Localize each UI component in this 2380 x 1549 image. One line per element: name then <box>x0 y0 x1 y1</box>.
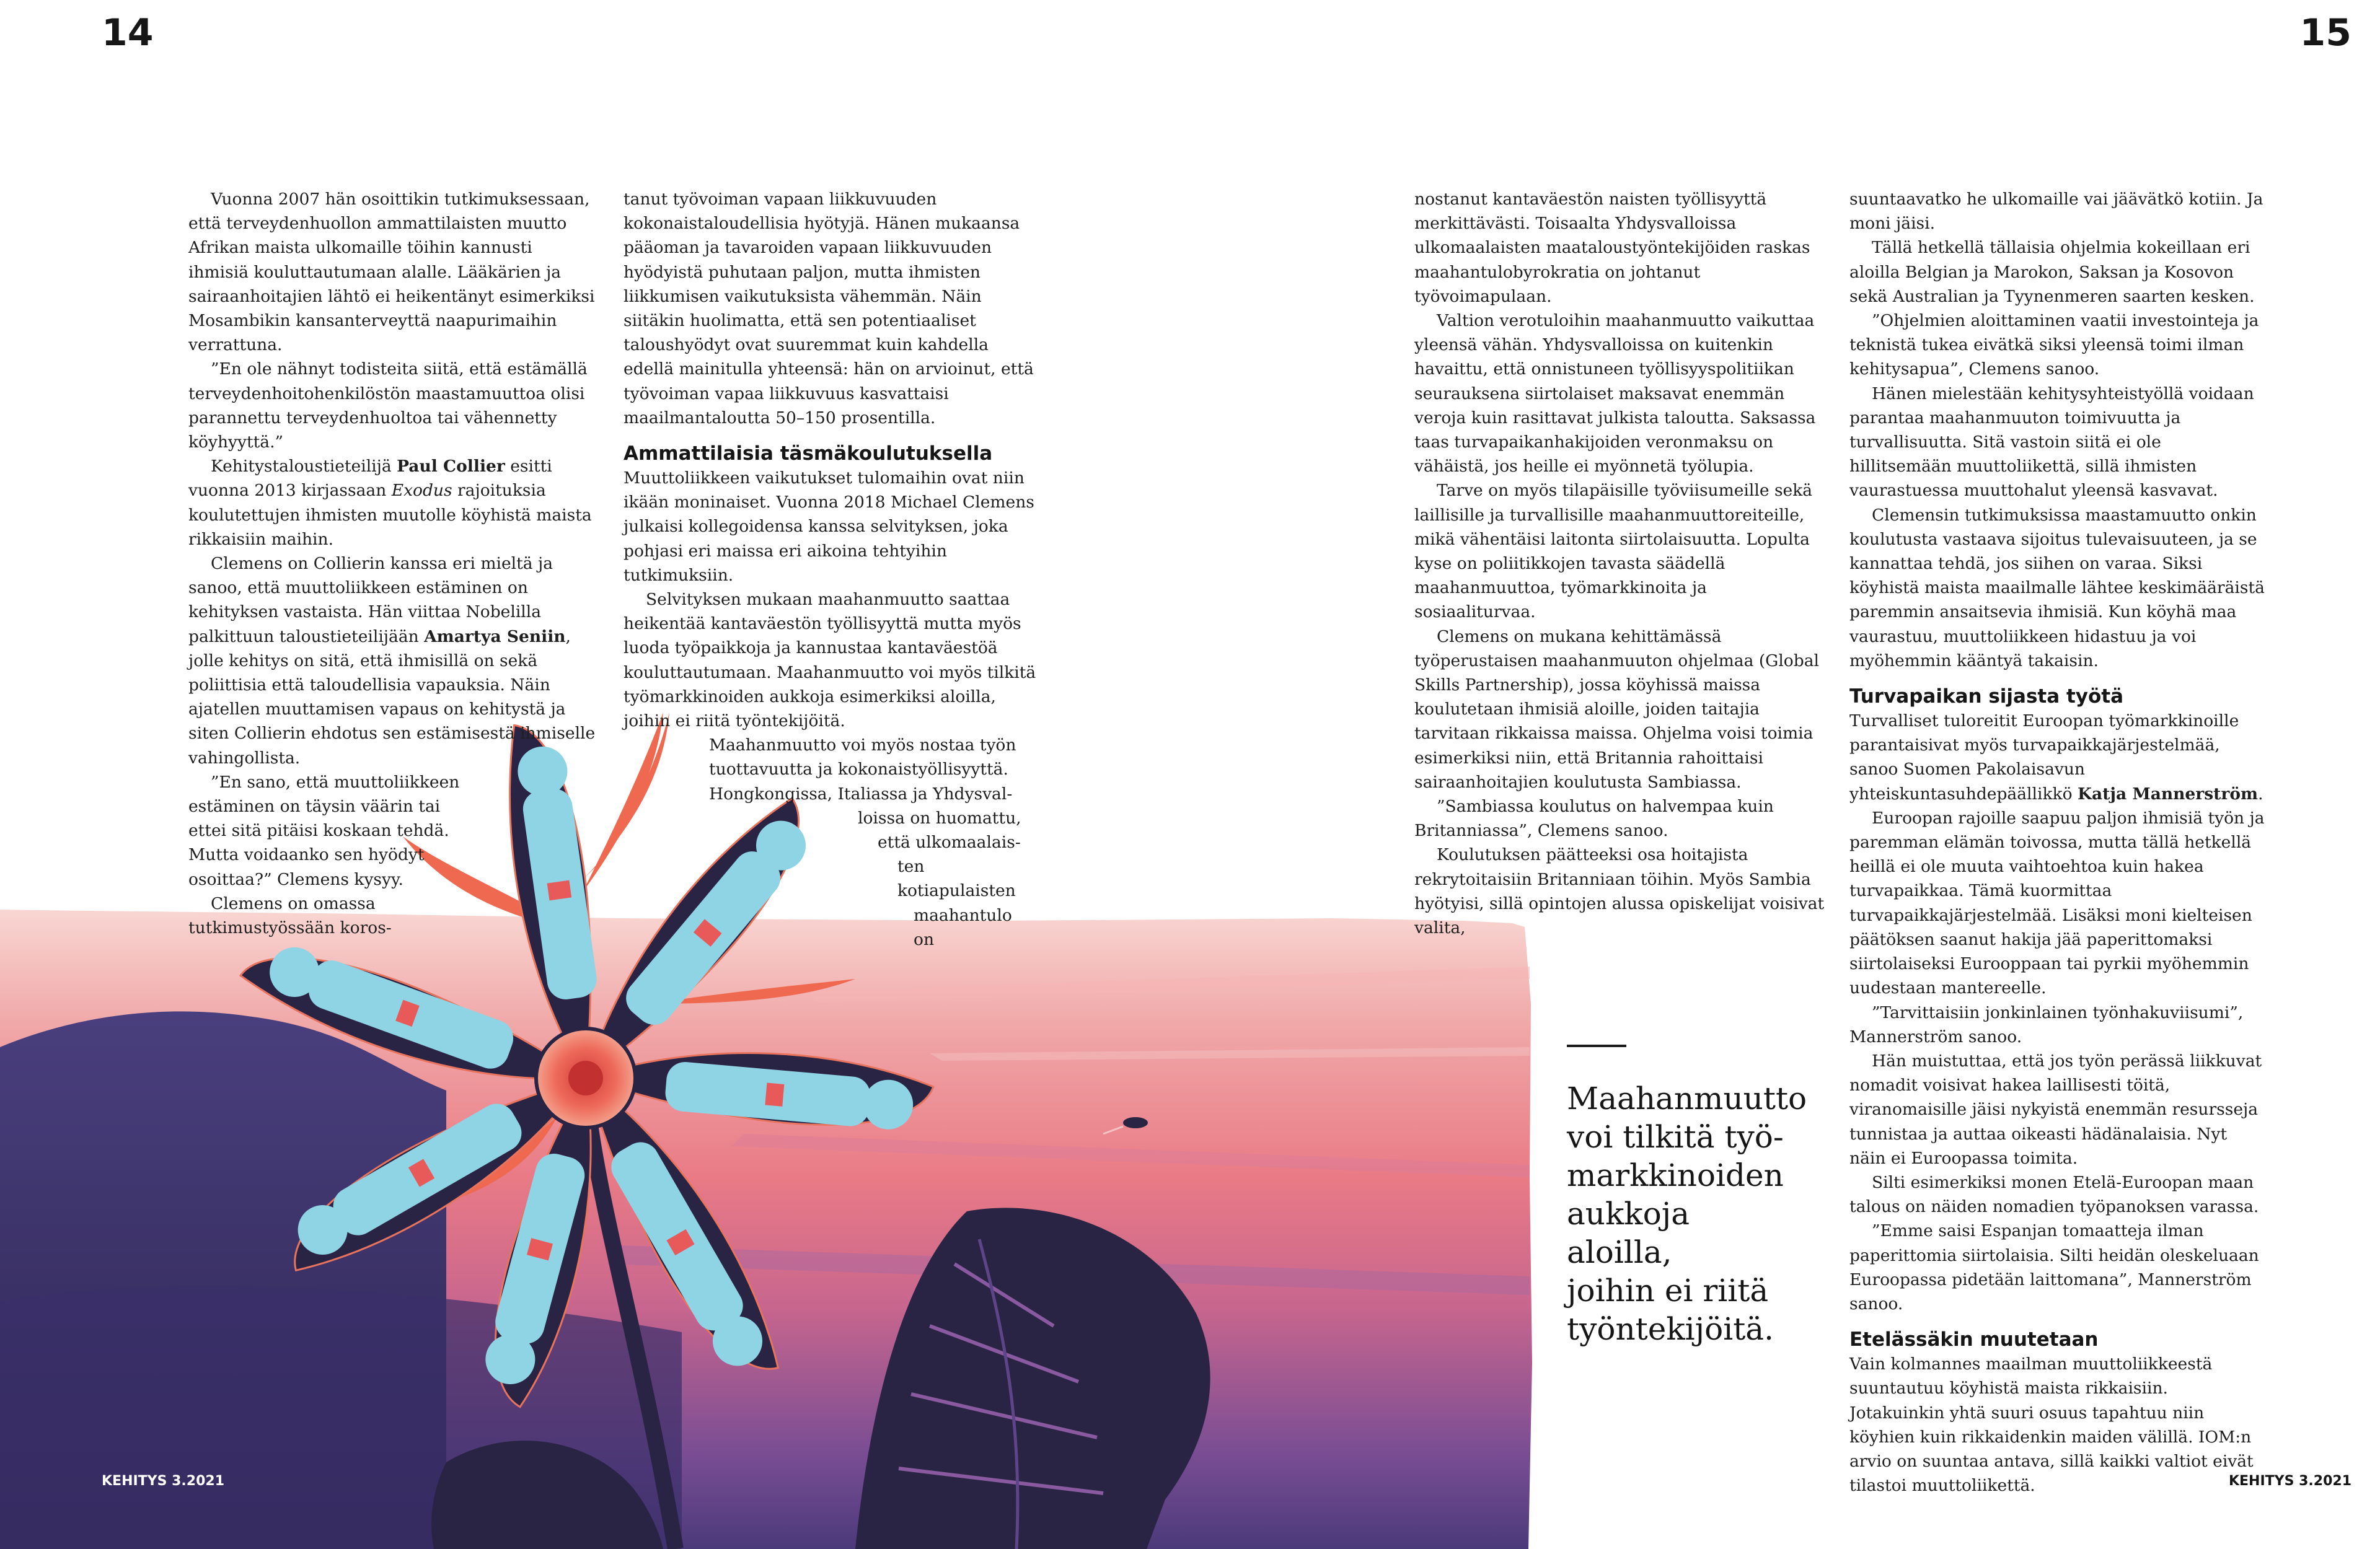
paragraph: Clemens on mukana kehittämässä työperustaisen maahanmuuton ohjelmaa (Global Skills Partnership), jossa köyhissä maissa koulutetaan ihmisiä aloille, joiden taitajia tarvitaan rikkaissa maissa. Ohjelma voisi toimia esimerkiksi niin, että Britannia rahoittaisi sairaanhoitajien koulutusta Sambiassa. <box>1414 626 1819 792</box>
paragraph: Clemens on omassa tutkimustyössään koros- <box>188 893 392 938</box>
paragraph: Vuonna 2007 hän osoittikin tutkimuksessaan, että terveydenhuollon ammattilaisten muutto Afrikan maista ulkomaille töihin kannusti ihmisiä kouluttautumaan alalle. Lääkärien ja sairaanhoitajien lähtö ei heikentänyt esimerkiksi Mosambikin kansanterveyttä naapurimaihin verrattuna. <box>188 190 595 355</box>
subheading: Turvapaikan sijasta työtä <box>1849 685 2124 708</box>
car <box>1123 1117 1148 1128</box>
paragraph: Tarve on myös tilapäisille työviisumeille sekä laillisille ja turvallisille maahanmuuttoreiteille, mikä vähentäisi laitonta siirtolaisuutta. Lopulta kyse on poliitikkojen tavasta säädellä maahanmuuttoa, työmarkkinoita ja sosiaaliturvaa. <box>1414 481 1813 622</box>
paragraph: tanut työvoiman vapaan liikkuvuuden kokonaistaloudellisia hyötyjä. Hänen mukaansa pääoman ja tavaroiden vapaan liikkuvuuden hyödyistä puhutaan paljon, mutta ihmisten liikkumisen vaikutuksista vähemmän. Näin siitäkin huolimatta, että sen potentiaaliset taloushyödyt ovat suuremmat kuin kahdella edellä mainitulla yhteensä: hän on arvioinut, että työvoiman vapaa liikkuvuus kasvattaisi maailmantaloutta 50–150 prosentilla. <box>624 190 1034 428</box>
paragraph: Clemensin tutkimuksissa maastamuutto onkin koulutusta vastaava sijoitus tulevaisuuteen, ja se kannattaa tehdä, jos siihen on varaa. Siksi köyhistä maista maailmalle lähtee keskimääräistä paremmin ansaitsevia ihmisiä. Kun köyhä maa vaurastuu, muuttoliikkeen hidastuu ja voi myöhemmin kääntyä takaisin. <box>1849 505 2265 670</box>
subheading: Ammattilaisia täsmäkoulutuksella <box>624 442 993 465</box>
column-2 <box>624 187 1036 952</box>
paragraph: Clemens on Collierin kanssa eri mieltä ja sanoo, että muuttoliikkeen estäminen on kehityksen vastaista. Hän viittaa Nobelilla palkittuun taloustieteilijään Amartya Seniin, jolle kehitys on sitä, että ihmisillä on sekä poliittisia että taloudellisia vapauksia. Näin ajatellen muuttamisen vapaus on kehitystä ja siten Collierin ehdotus sen estämisestä ihmiselle vahingollista. <box>188 554 596 768</box>
paragraph: nostanut kantaväestön naisten työllisyyttä merkittävästi. Toisaalta Yhdysvalloissa ulkomaalaisten maataloustyöntekijöiden raskas maahantulobyrokratia on johtanut työvoimapulaan. <box>1414 190 1810 306</box>
column-1 <box>188 187 597 940</box>
paragraph: ”En ole nähnyt todisteita siitä, että estämällä terveydenhoitohenkilöstön maastamuuttoa olisi parannettu terveydenhuoltoa tai vähennetty köyhyyttä.” <box>188 359 588 452</box>
footer-left: KEHITYS 3.2021 <box>102 1473 225 1489</box>
paragraph: Hänen mielestään kehitysyhteistyöllä voidaan parantaa maahanmuuton toimivuutta ja turvallisuutta. Sitä vastoin siitä ei ole hillitsemään muuttoliikettä, sillä ihmisten vaurastuessa muuttohalut yleensä kasvavat. <box>1849 384 2254 501</box>
subheading: Etelässäkin muutetaan <box>1849 1328 2099 1351</box>
person-name: Amartya Seniin <box>424 626 566 646</box>
page-number-right: 15 <box>2299 11 2351 55</box>
column-4 <box>1849 187 2265 1498</box>
paragraph: Selvityksen mukaan maahanmuutto saattaa heikentää kantaväestön työllisyyttä mutta myös luoda työpaikkoja ja kannustaa kantaväestöä kouluttautumaan. Maahanmuutto voi myös tilkitä työmarkkinoiden aukkoja esimerkiksi aloilla, joihin ei riitä työntekijöitä. <box>624 590 1036 731</box>
paragraph: Vain kolmannes maailman muuttoliikkeestä suuntautuu köyhistä maista rikkaisiin. Jotakuinkin yhtä suuri osuus tapahtuu niin köyhien kuin rikkaidenkin maiden välillä. IOM:n arvio on suuntaa antava, sillä kaikki valtiot eivät tilastoi muuttoliikettä. <box>1849 1354 2254 1496</box>
person-name: Paul Collier <box>397 457 505 476</box>
paragraph: Tällä hetkellä tällaisia ohjelmia kokeillaan eri aloilla Belgian ja Marokon, Saksan ja Kosovon sekä Australian ja Tyynenmeren saarten kesken. <box>1849 238 2255 306</box>
paragraph: Hän muistuttaa, että jos työn perässä liikkuvat nomadit voisivat hakea laillisesti töitä, viranomaisille jäisi nykyistä enemmän resursseja tunnistaa ja auttaa oikeasti hädänalaisia. Nyt näin ei Euroopassa toimita. <box>1849 1051 2262 1168</box>
paragraph: Maahanmuutto voi myös nostaa työn tuottavuutta ja kokonaistyöllisyyttä. Hongkongissa, Italiassa ja Yhdysval- loissa on huomattu, että ulkomaalais- ten kotiapulaisten maahantulo on <box>709 735 1021 949</box>
paragraph: ”Tarvittaisiin jonkinlainen työnhakuviisumi”, Mannerström sanoo. <box>1849 1003 2244 1047</box>
paragraph: Muuttoliikkeen vaikutukset tulomaihin ovat niin ikään moninaiset. Vuonna 2018 Michael Clemens julkaisi kollegoidensa kanssa selvityksen, joka pohjasi eri maissa eri aikoina tehtyihin tutkimuksiin. <box>624 468 1034 585</box>
pullquote: Maahanmuutto voi tilkitä työ- markkinoiden aukkoja aloilla, joihin ei riitä työntekijöitä. <box>1567 1081 1807 1347</box>
paragraph: ”Sambiassa koulutus on halvempaa kuin Britanniassa”, Clemens sanoo. <box>1414 797 1774 841</box>
paragraph: Koulutuksen päätteeksi osa hoitajista rekrytoitaisiin Britanniaan töihin. Myös Sambia hyötyisi, sillä opintojen alussa opiskelijat voisivat valita, <box>1414 845 1825 938</box>
paragraph: Turvalliset tuloreitit Euroopan työmarkkinoille parantaisivat myös turvapaikkajärjestelmää, sanoo Suomen Pakolaisavun yhteiskuntasuhdepäällikkö Katja Mannerström. <box>1849 711 2263 804</box>
paragraph: Silti esimerkiksi monen Etelä-Euroopan maan talous on näiden nomadien työpanoksen varassa. <box>1849 1172 2259 1217</box>
paragraph: Valtion verotuloihin maahanmuutto vaikuttaa yleensä vähän. Yhdysvalloissa on kuitenkin havaittu, että onnistuneen työllisyyspolitiikan seurauksena siirtolaiset maksavat enemmän veroja kuin rasittavat julkista taloutta. Saksassa taas turvapaikanhakijoiden veronmaksu on vähäistä, jos heille ei myönnetä työlupia. <box>1414 311 1816 476</box>
paragraph: suuntaavatko he ulkomaille vai jäävätkö kotiin. Ja moni jäisi. <box>1849 190 2263 234</box>
paragraph: Kehitystaloustieteilijä Paul Collier esitti vuonna 2013 kirjassaan Exodus rajoituksia koulutettujen ihmisten muutolle köyhistä maista rikkaisiin maihin. <box>188 457 592 549</box>
paragraph: ”Emme saisi Espanjan tomaatteja ilman paperittomia siirtolaisia. Silti heidän oleskeluaan Euroopassa pidetään laittomana”, Mannerström sanoo. <box>1849 1221 2259 1314</box>
paragraph: ”Ohjelmien aloittaminen vaatii investointeja ja teknistä tukea eivätkä siksi yleensä toimi ilman kehitysapua”, Clemens sanoo. <box>1849 311 2259 379</box>
column-3 <box>1414 187 1831 940</box>
person-name: Katja Mannerström <box>2077 784 2259 804</box>
paragraph: Euroopan rajoille saapuu paljon ihmisiä työn ja paremman elämän toivossa, mutta tällä hetkellä heillä ei ole muuta vaihtoehtoa kuin hakea turvapaikkaa. Tämä kuormittaa turvapaikkajärjestelmää. Lisäksi moni kielteisen päätöksen saanut hakija jää paperittomaksi siirtolaiseksi Eurooppaan tai pyrkii myöhemmin uudestaan mantereelle. <box>1849 808 2265 998</box>
book-title: Exodus <box>391 481 452 501</box>
pullquote-rule <box>1567 1045 1626 1047</box>
quote-paragraph: ”En sano, että muuttoliikkeen estäminen on täysin väärin tai ettei sitä pitäisi koskaan tehdä. Mutta voidaanko sen hyödyt osoittaa?” Clemens kysyy. <box>188 772 460 889</box>
page-number-left: 14 <box>102 11 154 55</box>
footer-right: KEHITYS 3.2021 <box>2228 1473 2351 1489</box>
